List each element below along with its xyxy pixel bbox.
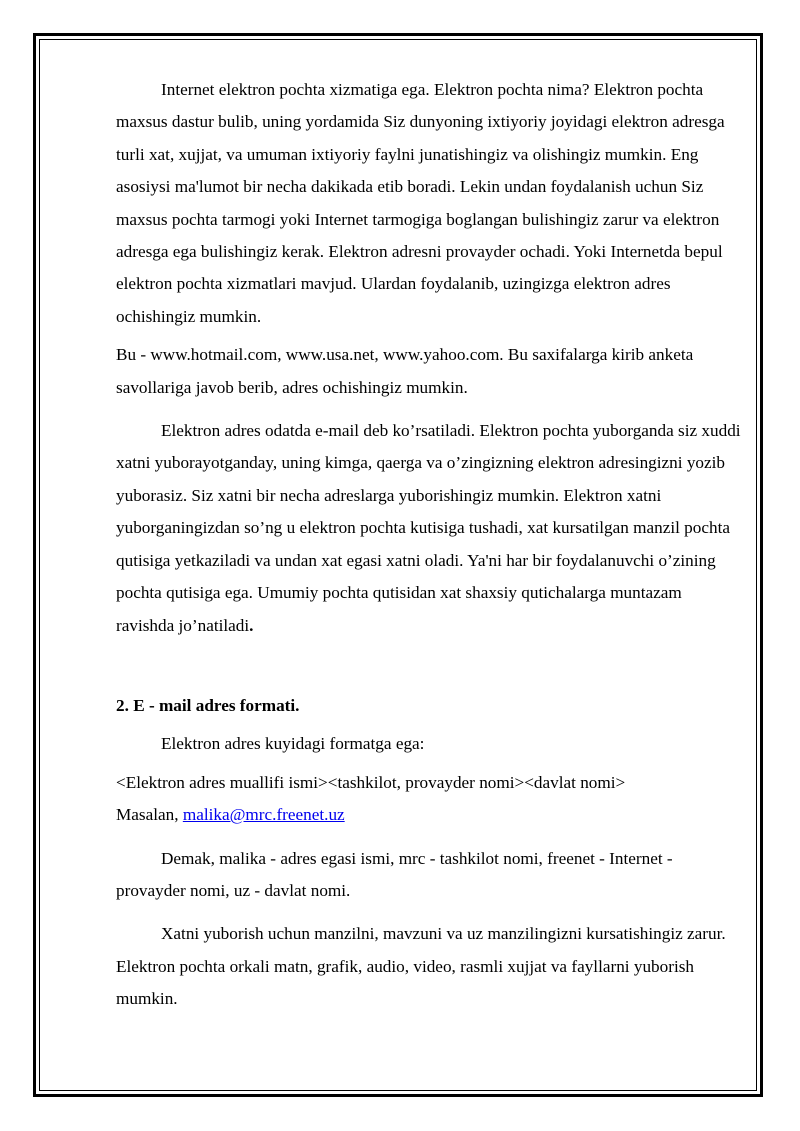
- paragraph-format: [116, 767, 744, 832]
- example-prefix: Masalan,: [116, 805, 183, 825]
- address-format-template: <Elektron adres muallifi ismi><tashkilot, provayder nomi><davlat nomi>: [116, 772, 626, 792]
- example-email-link[interactable]: malika@mrc.freenet.uz: [182, 805, 345, 825]
- section-heading: 2. E - mail adres formati.: [116, 695, 300, 715]
- paragraph-format-explanation: Demak, malika - adres egasi ismi, mrc - tashkilot nomi, freenet - Internet - provayder nomi, uz - davlat nomi.: [116, 848, 673, 900]
- paragraph-email-address: [116, 415, 744, 642]
- paragraph-sending: Xatni yuborish uchun manzilni, mavzuni va uz manzilingizni kursatishingiz zarur. Elektron pochta orkali matn, grafik, audio, video, rasmli xujjat va fayllarni yuborish mumkin.: [116, 924, 726, 1009]
- paragraph-email-intro: Internet elektron pochta xizmatiga ega. Elektron pochta nima? Elektron pochta maxsus dastur bulib, uning yordamida Siz dunyoning ixtiyoriy joyidagi elektron adresga turli xat, xujjat, va umuman ixtiyoriy faylni junatishingiz va olishingiz mumkin. Eng asosiysi ma'lumot bir necha dakikada etib boradi. Lekin undan foydalanish uchun Siz maxsus pochta tarmogi yoki Internet tarmogiga boglangan bulishingiz zarur va elektron adresga ega bulishingiz kerak. Elektron adresni provayder ochadi. Yoki Internetda bepul elektron pochta xizmatlari mavjud. Ulardan foydalanib, uzingizga elektron adres ochishingiz mumkin.: [116, 80, 725, 326]
- paragraph-email-address-end: .: [249, 615, 254, 635]
- paragraph-format-intro: Elektron adres kuyidagi formatga ega:: [161, 734, 425, 754]
- paragraph-email-address-text: Elektron adres odatda e-mail deb ko’rsatiladi. Elektron pochta yuborganda siz xuddi xatni yuborayotganday, uning kimga, qaerga va o’zingizning elektron adresingizni yozib yuborasiz. Siz xatni bir necha adreslarga yuborishingiz mumkin. Elektron xatni yuborganingizdan so’ng u elektron pochta kutisiga tushadi, xat kursatilgan manzil pochta qutisiga yetkaziladi va undan xat egasi xatni oladi. Ya'ni har bir foydalanuvchi o’zining pochta qutisiga ega. Umumiy pochta qutisidan xat shaxsiy qutichalarga muntazam ravishda jo’natiladi: [116, 421, 741, 635]
- paragraph-free-services: Bu - www.hotmail.com, www.usa.net, www.yahoo.com. Bu saxifalarga kirib anketa savollariga javob berib, adres ochishingiz mumkin.: [116, 345, 694, 397]
- document-body: [116, 74, 744, 1016]
